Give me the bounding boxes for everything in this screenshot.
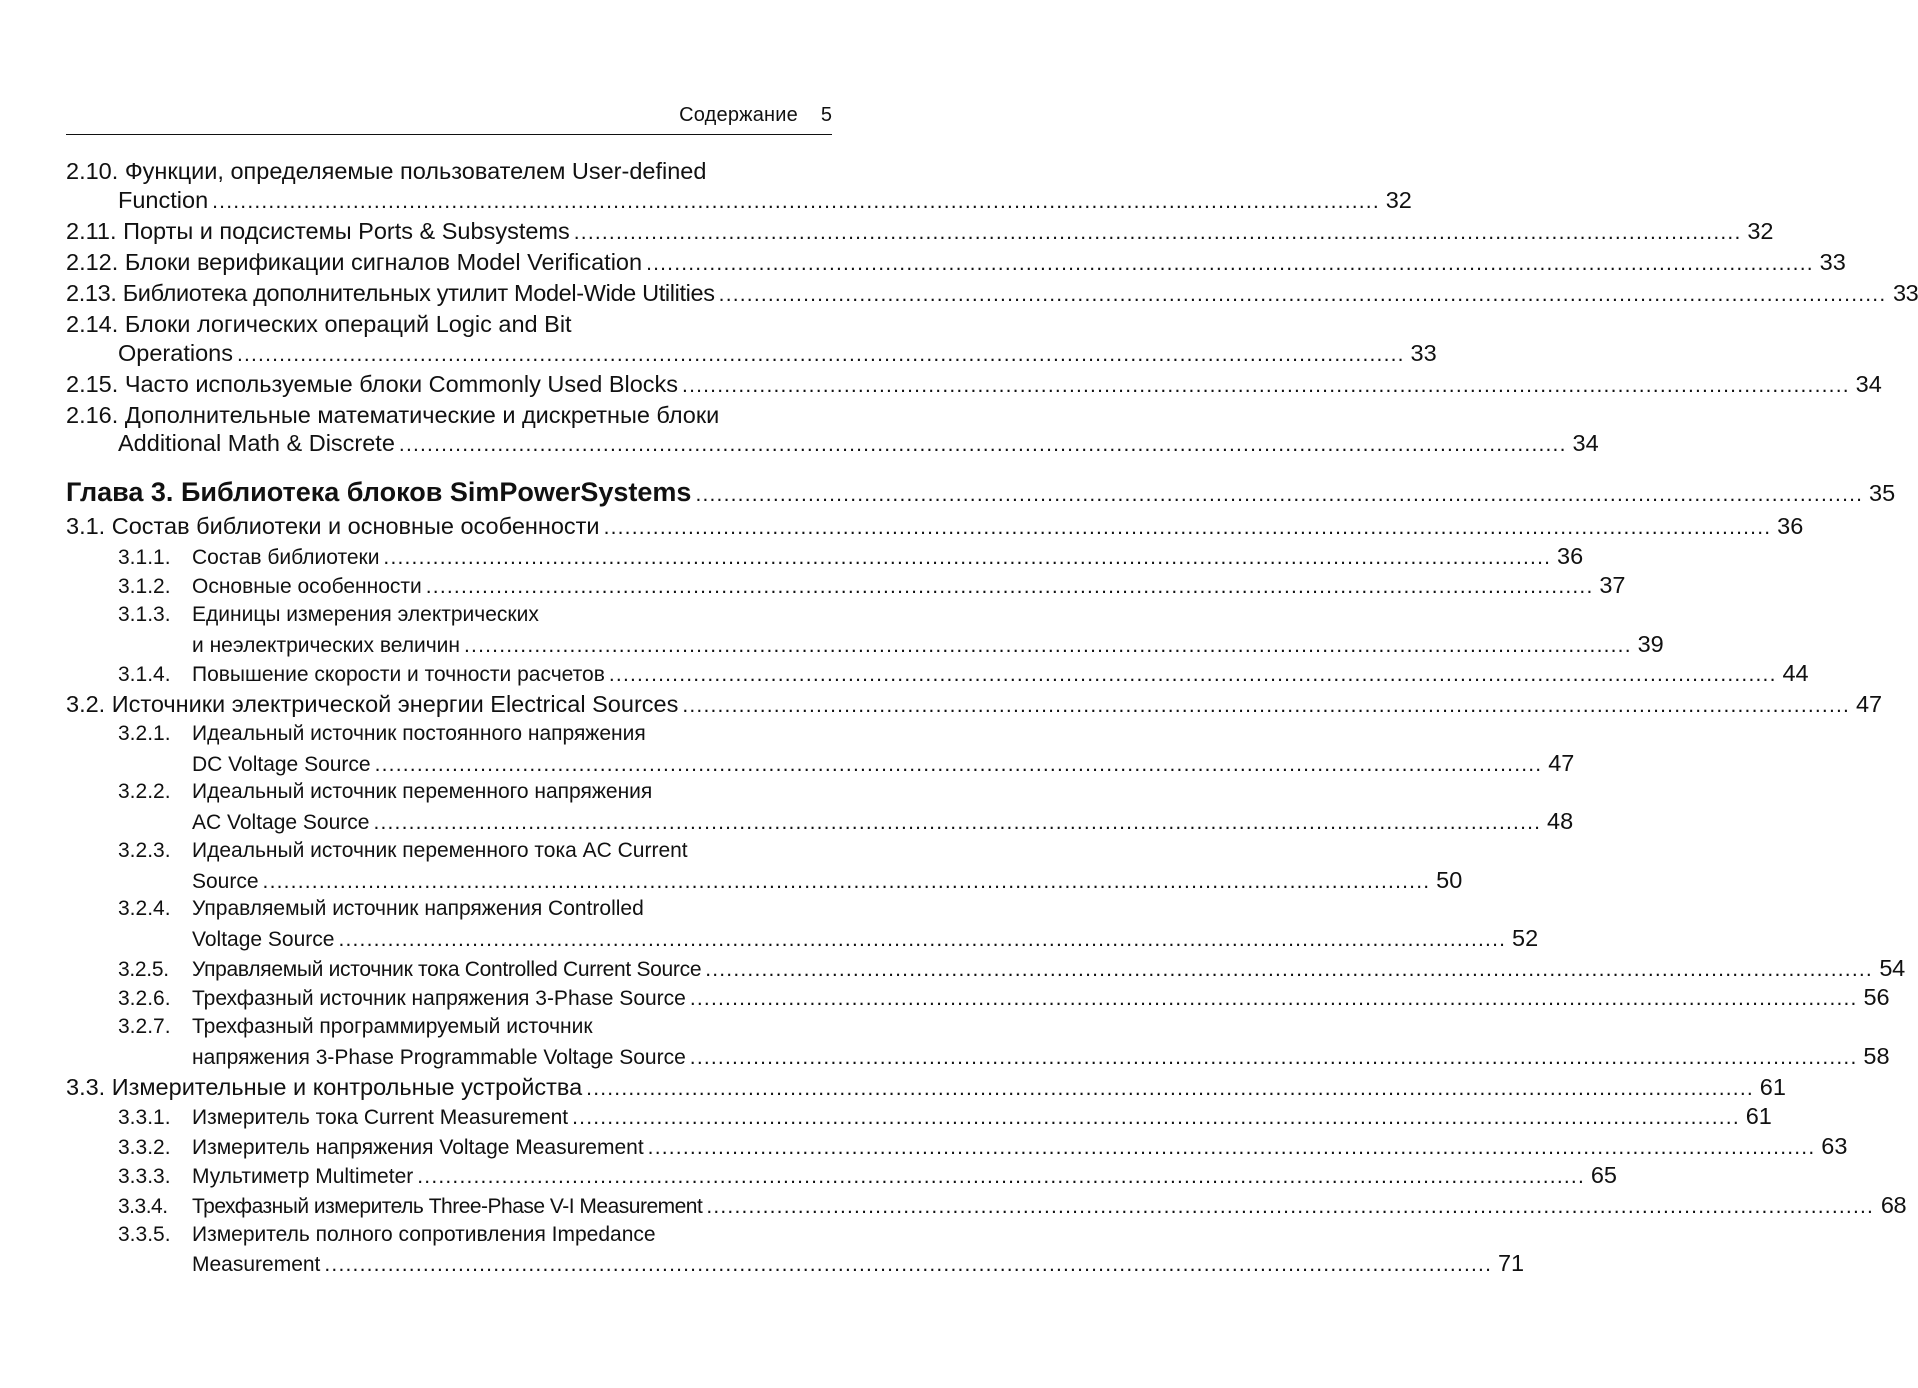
leader-dots (682, 372, 1850, 401)
table-of-contents (66, 155, 1918, 1278)
toc-entry-title: Основные особенности (192, 575, 422, 599)
toc-entry-title: Часто используемые блоки Commonly Used Blocks (124, 370, 679, 397)
toc-entry[interactable] (66, 512, 1804, 541)
toc-entry-title: Идеальный источник переменного напряжения (192, 780, 653, 804)
toc-entry-title: Состав библиотеки (192, 545, 380, 569)
toc-entry-number: 3.1.3. (118, 603, 171, 627)
toc-subentry[interactable] (66, 895, 1539, 953)
toc-entry-number: 3.1. (66, 513, 106, 540)
toc-entry-title: Трехфазный источник напряжения 3-Phase Source (192, 987, 686, 1011)
toc-entry-number: 3.2.5. (118, 957, 169, 981)
toc-entry[interactable] (66, 248, 1846, 277)
toc-entry-number: 3.2.3. (118, 838, 171, 862)
toc-entry-number: 3.3.3. (118, 1165, 171, 1189)
toc-entry-title: Измерительные и контрольные устройства (111, 1073, 583, 1100)
toc-subentry[interactable] (66, 720, 1575, 778)
leader-dots (705, 956, 1873, 985)
toc-entry-title: Измеритель напряжения Voltage Measurement (192, 1135, 644, 1159)
toc-entry-page: 39 (1637, 630, 1664, 657)
toc-entry-number: 3.3.5. (118, 1222, 171, 1246)
toc-entry-title-cont: Additional Math & Discrete (118, 430, 395, 457)
toc-entry-page: 33 (1410, 339, 1437, 366)
toc-entry-number: 2.16. (66, 401, 119, 428)
leader-dots (417, 1163, 1585, 1192)
leader-dots (690, 985, 1858, 1014)
toc-subentry[interactable] (66, 1191, 1907, 1220)
toc-entry-title: Измеритель тока Current Measurement (192, 1106, 569, 1130)
toc-subentry[interactable] (66, 601, 1664, 659)
toc-subentry[interactable] (66, 954, 1905, 983)
toc-entry-title: Дополнительные математические и дискретные блоки (124, 401, 720, 428)
toc-entry-title-cont: и неэлектрических величин (192, 633, 461, 657)
toc-entry-number: 3.1.4. (118, 663, 171, 687)
leader-dots (682, 692, 1850, 721)
toc-entry-title: Блоки логических операций Logic and Bit (124, 310, 572, 337)
leader-dots (695, 478, 1863, 512)
toc-entry-page: 47 (1548, 749, 1575, 776)
leader-dots (375, 751, 1543, 780)
leader-dots (609, 661, 1777, 690)
toc-entry-title: Управляемый источник тока Controlled Current Source (192, 957, 702, 981)
toc-entry-title: Идеальный источник постоянного напряжения (192, 722, 646, 746)
toc-entry-page: 32 (1747, 217, 1774, 244)
toc-entry-number: 2.13. (66, 279, 117, 306)
leader-dots (324, 1251, 1492, 1280)
toc-subentry[interactable] (66, 659, 1809, 688)
leader-dots (706, 1193, 1874, 1222)
toc-entry-title: Идеальный источник переменного тока AC Current (192, 838, 688, 862)
running-header-title: Содержание (679, 104, 798, 126)
toc-entry-number: 3.2.6. (118, 987, 171, 1011)
toc-entry-title-cont: DC Voltage Source (192, 752, 371, 776)
toc-entry-title: Функции, определяемые пользователем User-defined (124, 158, 707, 185)
leader-dots (648, 1134, 1816, 1163)
toc-subentry[interactable] (66, 542, 1584, 571)
toc-entry-number: 3.2.2. (118, 780, 171, 804)
toc-entry-page: 34 (1572, 430, 1599, 457)
toc-entry-title-cont: напряжения 3-Phase Programmable Voltage Source (192, 1045, 686, 1069)
toc-entry-title-cont: Voltage Source (192, 928, 335, 951)
toc-entry-page: 36 (1777, 513, 1804, 540)
leader-dots (237, 341, 1405, 370)
toc-entry-page: 36 (1557, 542, 1584, 569)
toc-entry-page: 68 (1880, 1191, 1907, 1218)
toc-entry-page: 50 (1436, 866, 1463, 893)
toc-entry-title-cont: Measurement (192, 1253, 321, 1277)
toc-entry-page: 61 (1745, 1103, 1772, 1130)
toc-entry-number: 2.15. (66, 370, 119, 397)
leader-dots (464, 632, 1632, 661)
toc-entry-page: 34 (1855, 370, 1882, 397)
toc-entry-number: 2.11. (66, 217, 117, 244)
leader-dots (586, 1075, 1754, 1104)
toc-entry-number: 3.3. (66, 1073, 106, 1100)
toc-chapter-number: Глава 3. (66, 477, 174, 508)
leader-dots (373, 809, 1541, 838)
toc-entry-number: 3.3.4. (118, 1194, 168, 1218)
toc-entry-page: 44 (1782, 660, 1809, 687)
toc-entry-page: 33 (1892, 279, 1918, 306)
leader-dots (263, 868, 1431, 897)
toc-entry-page: 32 (1385, 186, 1412, 213)
toc-subentry[interactable] (66, 1161, 1617, 1190)
toc-chapter-title: Библиотека блоков SimPowerSystems (180, 477, 692, 508)
toc-entry-number: 3.2. (66, 691, 106, 718)
toc-entry-title: Блоки верификации сигналов Model Verification (124, 248, 643, 275)
toc-entry-title: Управляемый источник напряжения Controlled (192, 897, 644, 921)
toc-entry-page: 63 (1821, 1132, 1848, 1159)
toc-entry-title: Источники электрической энергии Electrical Sources (111, 691, 679, 718)
toc-entry-title-cont: Source (192, 869, 259, 893)
page-number: 5 (820, 104, 832, 126)
toc-entry[interactable] (66, 217, 1774, 246)
toc-subentry[interactable] (66, 1102, 1772, 1131)
toc-entry-title: Трехфазный измеритель Three-Phase V-I Measurement (192, 1194, 703, 1218)
toc-entry[interactable] (66, 310, 1437, 368)
toc-chapter-heading[interactable] (66, 475, 1896, 509)
toc-subentry[interactable] (66, 571, 1626, 600)
toc-entry-title-cont: AC Voltage Source (192, 811, 370, 835)
toc-entry-number: 2.14. (66, 310, 119, 337)
toc-entry[interactable] (66, 690, 1883, 719)
toc-entry[interactable] (66, 370, 1882, 399)
running-header (66, 100, 832, 135)
toc-subentry[interactable] (66, 778, 1574, 836)
toc-entry-page: 58 (1863, 1042, 1890, 1069)
leader-dots (574, 219, 1742, 248)
toc-entry-number: 3.2.4. (118, 897, 171, 921)
toc-entry[interactable] (66, 279, 1918, 308)
toc-entry-title: Трехфазный программируемый источник (192, 1014, 593, 1038)
toc-entry[interactable] (66, 401, 1599, 459)
toc-entry-number: 2.12. (66, 248, 119, 275)
leader-dots (646, 250, 1814, 279)
leader-dots (572, 1104, 1740, 1133)
toc-entry-page: 65 (1590, 1162, 1617, 1189)
toc-entry-title: Повышение скорости и точности расчетов (192, 663, 605, 687)
leader-dots (212, 188, 1380, 217)
toc-subentry[interactable] (66, 1221, 1525, 1279)
toc-entry-page: 61 (1759, 1073, 1786, 1100)
toc-entry-page: 71 (1497, 1250, 1525, 1277)
leader-dots (604, 514, 1772, 543)
toc-entry-page: 33 (1819, 248, 1846, 275)
toc-entry-number: 3.2.7. (118, 1014, 171, 1038)
toc-entry-page: 52 (1512, 925, 1539, 951)
leader-dots (399, 431, 1567, 460)
toc-subentry[interactable] (66, 1013, 1890, 1071)
toc-entry[interactable] (66, 157, 1412, 215)
toc-entry-number: 3.2.1. (118, 722, 171, 746)
toc-subentry[interactable] (66, 983, 1890, 1012)
leader-dots (338, 926, 1506, 955)
toc-entry-title: Порты и подсистемы Ports & Subsystems (123, 217, 570, 244)
toc-entry-page: 56 (1863, 984, 1890, 1011)
leader-dots (383, 544, 1551, 573)
toc-entry-title: Единицы измерения электрических (192, 603, 539, 627)
toc-entry-number: 2.10. (66, 158, 119, 185)
toc-entry-number: 3.1.1. (118, 545, 171, 569)
toc-entry-number: 3.3.2. (118, 1135, 171, 1159)
toc-entry-title: Состав библиотеки и основные особенности (111, 513, 600, 540)
toc-entry-title-cont: Operations (118, 339, 233, 366)
toc-entry-title: Мультиметр Multimeter (192, 1165, 414, 1189)
leader-dots (426, 573, 1594, 602)
toc-entry-page: 54 (1879, 954, 1905, 981)
leader-dots (719, 281, 1887, 310)
toc-entry-number: 3.1.2. (118, 575, 171, 599)
toc-subentry[interactable] (66, 837, 1463, 895)
toc-entry-page: 47 (1855, 691, 1883, 718)
toc-entry-page: 37 (1599, 572, 1626, 599)
toc-entry-title: Измеритель полного сопротивления Impedance (192, 1222, 656, 1246)
toc-entry-title-cont: Function (118, 186, 209, 213)
toc-entry-number: 3.3.1. (118, 1106, 171, 1130)
toc-entry[interactable] (66, 1073, 1786, 1102)
leader-dots (690, 1044, 1858, 1073)
toc-subentry[interactable] (66, 1132, 1848, 1161)
toc-entry-title: Библиотека дополнительных утилит Model-Wide Utilities (122, 279, 715, 306)
toc-entry-page: 35 (1869, 480, 1896, 507)
toc-entry-page: 48 (1547, 808, 1574, 835)
